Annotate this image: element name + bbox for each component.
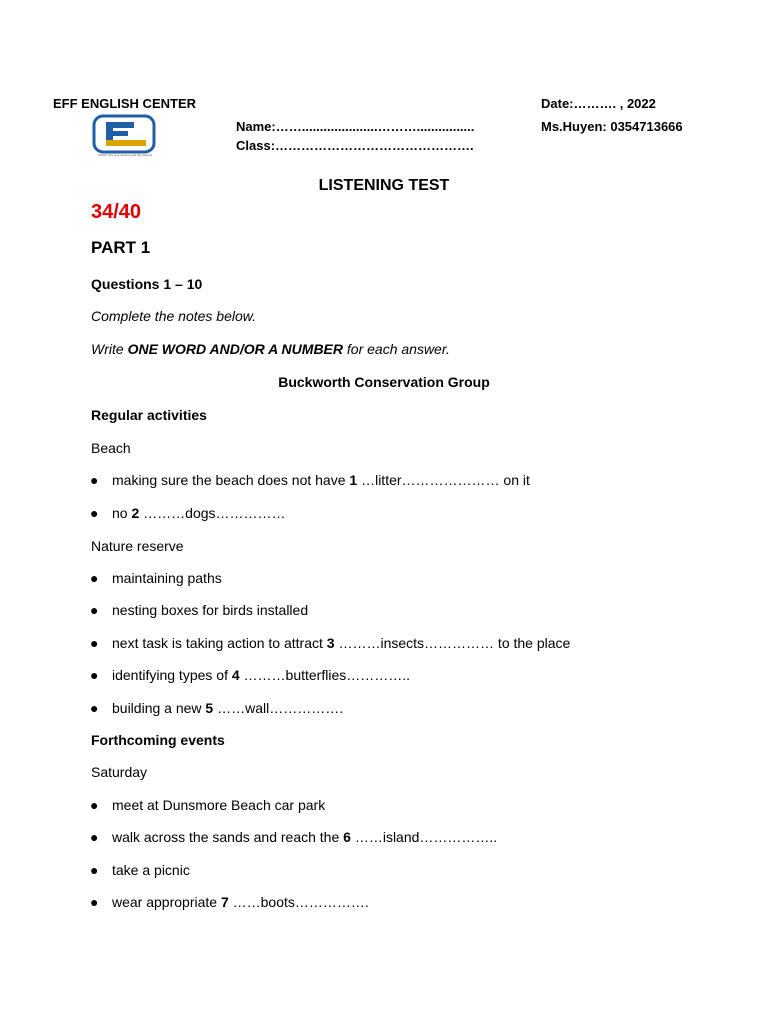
logo-tagline: CRAFT the your dreams and the dreams — [97, 153, 153, 157]
name-field: Name:…….....................………................ — [236, 119, 475, 134]
bullet-icon: ● — [90, 472, 99, 488]
center-name: EFF ENGLISH CENTER — [53, 96, 197, 111]
section-regular-activities: Regular activities — [91, 407, 207, 423]
instruction-suffix: for each answer. — [343, 341, 450, 357]
list-item: ● identifying types of 4 ………butterflies………….. — [90, 667, 411, 683]
list-item: ● making sure the beach does not have 1 …litter………………… on it — [90, 472, 530, 488]
subsection-nature-reserve: Nature reserve — [91, 538, 184, 554]
group-title: Buckworth Conservation Group — [278, 374, 490, 390]
bullet-icon: ● — [90, 829, 99, 845]
bullet-icon: ● — [90, 505, 99, 521]
bullet-icon: ● — [90, 570, 99, 586]
date-line: Date:………. , 2022 — [541, 96, 656, 111]
center-logo — [92, 114, 158, 160]
part-heading: PART 1 — [91, 238, 151, 257]
subsection-saturday: Saturday — [91, 764, 148, 780]
section-forthcoming-events: Forthcoming events — [91, 732, 225, 748]
teacher-contact: Ms.Huyen: 0354713666 — [541, 119, 683, 134]
instruction-write — [91, 341, 450, 357]
instruction-complete: Complete the notes below. — [91, 308, 256, 324]
bullet-icon: ● — [90, 635, 99, 651]
bullet-icon: ● — [90, 894, 99, 910]
list-item: ● maintaining paths — [90, 570, 222, 586]
score: 34/40 — [91, 201, 142, 223]
class-field: Class:………………………………………. — [236, 138, 474, 153]
bullet-icon: ● — [90, 862, 99, 878]
subsection-beach: Beach — [91, 440, 131, 456]
test-title: LISTENING TEST — [318, 177, 450, 194]
bullet-icon: ● — [90, 797, 99, 813]
list-item: ● take a picnic — [90, 862, 190, 878]
bullet-icon: ● — [90, 602, 99, 618]
instruction-emphasis: ONE WORD AND/OR A NUMBER — [127, 341, 343, 357]
list-item: ● nesting boxes for birds installed — [90, 602, 309, 618]
instruction-prefix: Write — [91, 341, 128, 357]
list-item: ● wear appropriate 7 ……boots……………. — [90, 894, 369, 910]
bullet-icon: ● — [90, 700, 99, 716]
list-item: ● building a new 5 ……wall……………. — [90, 700, 344, 716]
list-item: ● next task is taking action to attract 3 ………insects…………… to the place — [90, 635, 571, 651]
questions-range: Questions 1 – 10 — [91, 276, 203, 292]
bullet-icon: ● — [90, 667, 99, 683]
list-item: ● walk across the sands and reach the 6 ……island…………….. — [90, 829, 498, 845]
list-item: ● meet at Dunsmore Beach car park — [90, 797, 326, 813]
list-item: ● no 2 ………dogs…………… — [90, 505, 286, 521]
